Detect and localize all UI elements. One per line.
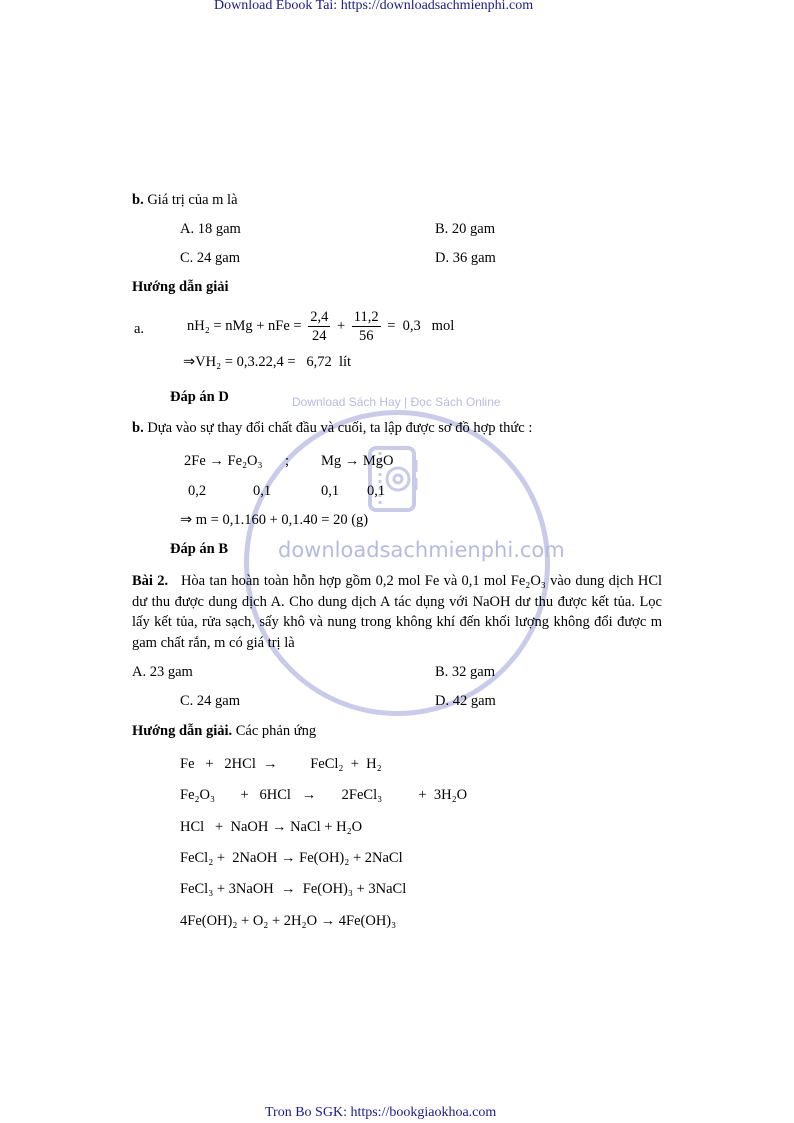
plus: +: [336, 318, 346, 334]
bai2-solution-heading: [132, 723, 316, 740]
option-b: B. 20 gam: [435, 221, 496, 237]
reaction-3: HCl + NaOH → NaCl + H₂O: [180, 819, 363, 835]
mole-2: 0,1: [253, 483, 272, 499]
reaction-2: Fe₂O₃ + 6HCl → 2FeCl₃ + 3H₂O: [180, 787, 468, 803]
frac-num: 11,2: [353, 309, 379, 325]
eq-right: = 0,3 mol: [387, 318, 455, 334]
part-b-text: Dựa vào sự thay đổi chất đầu và cuối, ta lập được sơ đồ hợp thức :: [147, 420, 533, 436]
mass-equation: ⇒ m = 0,1.160 + 0,1.40 = 20 (g): [180, 512, 369, 528]
watermark-tagline: Download Sách Hay | Đọc Sách Online: [292, 395, 501, 409]
bai2-label: Bài 2.: [132, 573, 169, 589]
fraction-2: [352, 308, 381, 345]
reaction-1: Fe + 2HCl → FeCl₂ + H₂: [180, 756, 382, 772]
reaction-6: 4Fe(OH)₂ + O₂ + 2H₂O → 4Fe(OH)₃: [180, 913, 397, 929]
equation-moles: [187, 308, 454, 345]
question-label: b.: [132, 192, 144, 208]
frac-den: 24: [312, 328, 327, 344]
part-b-label: b.: [132, 420, 144, 436]
footer-link[interactable]: Tron Bo SGK: https://bookgiaokhoa.com: [265, 1105, 497, 1120]
question-text: Giá trị của m là: [147, 192, 238, 208]
option-d: D. 36 gam: [435, 250, 496, 266]
mole-1: 0,2: [188, 483, 207, 499]
option-a: A. 18 gam: [180, 221, 241, 237]
bai2-heading-rest: Các phản ứng: [232, 723, 317, 739]
bai2-option-d: D. 42 gam: [435, 693, 496, 709]
scheme-fe: 2Fe → Fe₂O₃: [184, 453, 263, 469]
frac-num: 2,4: [310, 309, 329, 325]
header-link[interactable]: Download Ebook Tai: https://downloadsachmienphi.com: [214, 0, 534, 13]
eq-left: nH₂ = nMg + nFe =: [187, 318, 302, 334]
bai2-option-b: B. 32 gam: [435, 664, 496, 680]
mole-4: 0,1: [367, 483, 386, 499]
bai2-option-a: A. 23 gam: [132, 664, 193, 680]
reaction-4: FeCl₂ + 2NaOH → Fe(OH)₂ + 2NaCl: [180, 850, 403, 866]
watermark-site: downloadsachmienphi.com: [278, 538, 565, 562]
reaction-5: FeCl₃ + 3NaOH → Fe(OH)₃ + 3NaCl: [180, 881, 407, 897]
bai2-question: [132, 571, 662, 653]
fraction-1: [308, 308, 330, 345]
bai2-heading: Hướng dẫn giải.: [132, 723, 233, 739]
frac-den: 56: [358, 328, 374, 344]
bai2-option-c: C. 24 gam: [180, 693, 241, 709]
part-a-label: a.: [134, 321, 145, 337]
answer-b: Đáp án B: [170, 541, 229, 557]
scheme-sep: ;: [285, 453, 290, 469]
mole-3: 0,1: [321, 483, 340, 499]
part-b: [132, 420, 532, 437]
option-c: C. 24 gam: [180, 250, 241, 266]
solution-heading: Hướng dẫn giải: [132, 279, 229, 295]
scheme-mg: Mg → MgO: [321, 453, 394, 469]
equation-volume: ⇒VH₂ = 0,3.22,4 = 6,72 lít: [183, 354, 352, 370]
question-b: [132, 192, 238, 209]
bai2-text: Hòa tan hoàn toàn hỗn hợp gồm 0,2 mol Fe và 0,1 mol Fe₂O₃ vào dung dịch HCl dư thu được dung dịch A. Cho dung dịch A tác dụng với NaOH dư thu được kết tủa. Lọc lấy kết tủa, rửa sạch, sấy khô và nung trong không khí đến khối lượng không đổi được m gam chất rắn, m có giá trị là: [132, 573, 663, 651]
answer-a: Đáp án D: [170, 389, 229, 405]
